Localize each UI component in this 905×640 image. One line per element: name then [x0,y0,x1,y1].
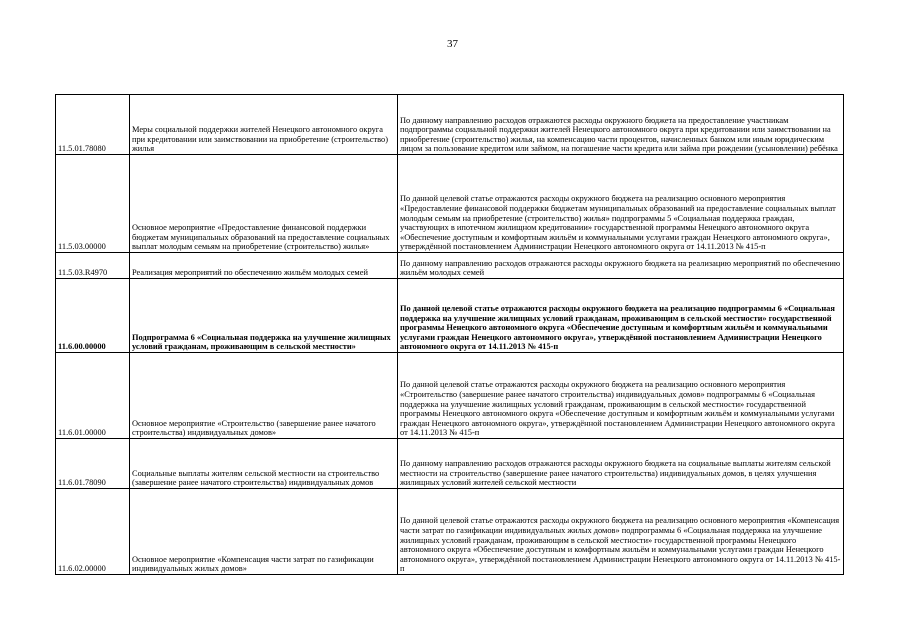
row-code: 11.6.01.78090 [56,439,130,489]
row-name: Основное мероприятие «Предоставление финансовой поддержки бюджетам муниципальных образований на предоставление социальных выплат молодым семьям на приобретение (строительство) жилья» [130,155,398,253]
row-name: Подпрограмма 6 «Социальная поддержка на улучшение жилищных условий гражданам, проживающим в сельской местности» [130,279,398,353]
row-name: Меры социальной поддержки жителей Ненецкого автономного округа при кредитовании или заимствовании на приобретение (строительство) жилья [130,95,398,155]
table-row [56,439,844,489]
row-name: Социальные выплаты жителям сельской местности на строительство (завершение ранее начатого строительства) индивидуальных домов [130,439,398,489]
table-row [56,353,844,439]
table-row [56,95,844,155]
budget-classification-table [55,94,844,575]
row-code: 11.6.02.00000 [56,489,130,575]
row-description: По данному направлению расходов отражаются расходы окружного бюджета на социальные выплаты жителям сельской местности на строительство (завершение ранее начатого строительства) индивидуальных домов, в целях улучшения жилищных условий жителей сельской местности [398,439,844,489]
table-row [56,253,844,279]
row-description: По данному направлению расходов отражаются расходы окружного бюджета на реализацию мероприятий по обеспечению жильём молодых семей [398,253,844,279]
row-description: По данному направлению расходов отражаются расходы окружного бюджета на предоставление участникам подпрограммы социальной поддержки жителей Ненецкого автономного округа при кредитовании или заимствовании на приобретение (строительство) жилья, на компенсацию части процентов, начисленных банком или иным юридическим лицом за пользование кредитом или займом, на погашение части кредита или займа при рождении (усыновлении) ребёнка [398,95,844,155]
page-number: 37 [447,38,458,50]
row-code: 11.6.01.00000 [56,353,130,439]
table-row [56,489,844,575]
row-description: По данной целевой статье отражаются расходы окружного бюджета на реализацию основного мероприятия «Компенсация части затрат по газификации индивидуальных жилых домов» подпрограммы 6 «Социальная поддержка на улучшение жилищных условий гражданам, проживающим в сельской местности» государственной программы Ненецкого автономного округа «Обеспечение доступным и комфортным жильём и коммунальными услугами граждан Ненецкого автономного округа», утверждённой постановлением Администрации Ненецкого автономного округа от 14.11.2013 № 415-п [398,489,844,575]
row-code: 11.5.03.00000 [56,155,130,253]
row-code: 11.5.03.R4970 [56,253,130,279]
row-code: 11.6.00.00000 [56,279,130,353]
row-name: Реализация мероприятий по обеспечению жильём молодых семей [130,253,398,279]
row-description: По данной целевой статье отражаются расходы окружного бюджета на реализацию основного мероприятия «Строительство (завершение ранее начатого строительства) индивидуальных домов» подпрограммы 6 «Социальная поддержка на улучшение жилищных условий гражданам, проживающим в сельской местности» государственной программы Ненецкого автономного округа «Обеспечение доступным и комфортным жильём и коммунальными услугами граждан Ненецкого автономного округа», утверждённой постановлением Администрации Ненецкого автономного округа от 14.11.2013 № 415-п [398,353,844,439]
row-description: По данной целевой статье отражаются расходы окружного бюджета на реализацию подпрограммы 6 «Социальная поддержка на улучшение жилищных условий гражданам, проживающим в сельской местности» государственной программы Ненецкого автономного округа «Обеспечение доступным и комфортным жильём и коммунальными услугами граждан Ненецкого автономного округа», утверждённой постановлением Администрации Ненецкого автономного округа от 14.11.2013 № 415-п [398,279,844,353]
row-description: По данной целевой статье отражаются расходы окружного бюджета на реализацию основного мероприятия «Предоставление финансовой поддержки бюджетам муниципальных образований на предоставление социальных выплат молодым семьям на приобретение (строительство) жилья» подпрограммы 5 «Социальная поддержка граждан, участвующих в ипотечном жилищном кредитовании» государственной программы Ненецкого автономного округа «Обеспечение доступным и комфортным жильём и коммунальными услугами граждан Ненецкого автономного округа», утверждённой постановлением Администрации Ненецкого автономного округа от 14.11.2013 № 415-п [398,155,844,253]
table-row [56,155,844,253]
table-row [56,279,844,353]
row-name: Основное мероприятие «Строительство (завершение ранее начатого строительства) индивидуальных домов» [130,353,398,439]
row-name: Основное мероприятие «Компенсация части затрат по газификации индивидуальных жилых домов» [130,489,398,575]
row-code: 11.5.01.78080 [56,95,130,155]
